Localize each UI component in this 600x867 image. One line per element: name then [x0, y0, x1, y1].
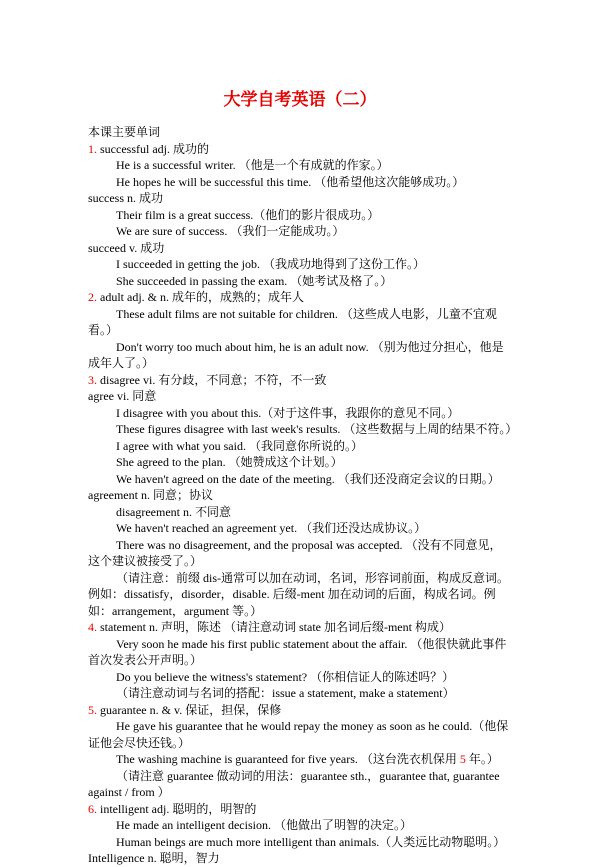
example-line: [88, 405, 512, 422]
example-line: [88, 718, 512, 751]
example-line: [88, 570, 512, 620]
line-text: Human beings are much more intelligent than animals.（人类远比动物聪明。）: [116, 834, 506, 849]
line-text: These adult films are not suitable for children. （这些成人电影，儿童不宜观看。）: [88, 306, 497, 337]
example-line: [88, 685, 512, 702]
document-title: 大学自考英语（二）: [223, 90, 377, 109]
example-line: [88, 421, 518, 438]
example-line: [88, 306, 512, 339]
example-line: [88, 504, 512, 521]
line-text: （请注意：前缀 dis-通常可以加在动词，名词，形容词前面，构成反意词。例如：dissatisfy，disorder，disable. 后缀-ment 加在动词的后面，构成名词。例如：arrangement，argument 等。）: [88, 570, 510, 618]
line-text: guarantee n. & v. 保证，担保，保修: [97, 702, 282, 717]
example-line: [88, 751, 512, 768]
example-line: [88, 669, 512, 686]
example-line: [88, 454, 512, 471]
line-text: Do you believe the witness's statement? （你相信证人的陈述吗？）: [116, 669, 455, 684]
headword-line: [88, 141, 512, 158]
headword-line: [88, 487, 512, 504]
red-highlight-text: 5.: [88, 702, 97, 717]
line-text: Intelligence n. 聪明，智力: [88, 851, 220, 865]
line-text: We haven't agreed on the date of the meeting. （我们还没商定会议的日期。）: [116, 471, 500, 486]
red-highlight-text: 6.: [88, 801, 97, 816]
headword-line: [88, 372, 512, 389]
line-text: We are sure of success. （我们一定能成功。）: [116, 224, 345, 238]
headword-line: [88, 388, 512, 405]
line-text: I disagree with you about this.（对于这件事，我跟你的意见不同。）: [116, 405, 460, 420]
line-text: Very soon he made his first public statement about the affair. （他很快就此事件首次发表公开声明。）: [88, 636, 507, 667]
line-text: （请注意 guarantee 做动词的用法：guarantee sth.，guarantee that, guarantee against / from ）: [88, 768, 500, 799]
example-line: [88, 339, 512, 372]
line-text: statement n. 声明，陈述 （请注意动词 state 加名词后缀-ment 构成）: [97, 620, 451, 634]
line-text: These figures disagree with last week's results. （这些数据与上周的结果不符。）: [116, 422, 518, 436]
example-line: [88, 834, 512, 851]
line-text: I succeeded in getting the job. （我成功地得到了这份工作。）: [116, 257, 425, 271]
line-text: Their film is a great success.（他们的影片很成功。）: [116, 207, 380, 222]
example-line: [88, 174, 512, 191]
line-text: disagreement n. 不同意: [116, 504, 231, 519]
line-text: succeed v. 成功: [88, 240, 165, 255]
headword-line: [88, 240, 512, 257]
line-text: 年。）: [465, 752, 499, 766]
line-text: agreement n. 同意；协议: [88, 488, 213, 502]
line-text: He is a successful writer. （他是一个有成就的作家。）: [116, 158, 389, 172]
line-text: successful adj. 成功的: [97, 141, 209, 156]
intro-line: 本课主要单词: [88, 125, 161, 139]
headword-line: [88, 289, 512, 306]
line-text: She agreed to the plan. （她赞成这个计划。）: [116, 455, 343, 469]
line-text: She succeeded in passing the exam. （她考试及格了。）: [116, 273, 393, 288]
line-text: disagree vi. 有分歧，不同意；不符，不一致: [97, 372, 327, 387]
line-text: He hopes he will be successful this time. （他希望他这次能够成功。）: [116, 174, 465, 189]
line-text: intelligent adj. 聪明的，明智的: [97, 801, 257, 816]
red-highlight-text: 1.: [88, 141, 97, 156]
red-highlight-text: 4.: [88, 620, 97, 634]
line-text: He gave his guarantee that he would repay the money as soon as he could.（他保证他会尽快还钱。）: [88, 719, 509, 750]
headword-line: [88, 801, 512, 818]
line-text: There was no disagreement, and the proposal was accepted. （没有不同意见，这个建议被接受了。）: [88, 537, 502, 568]
red-highlight-text: 5: [459, 752, 466, 766]
example-line: [88, 157, 512, 174]
line-text: He made an intelligent decision. （他做出了明智的决定。）: [116, 818, 412, 832]
headword-line: [88, 619, 512, 636]
paragraph-list: [88, 141, 518, 867]
line-text: adult adj. & n. 成年的，成熟的；成年人: [97, 290, 304, 304]
example-line: [88, 207, 512, 224]
red-highlight-text: 2.: [88, 290, 97, 304]
example-line: [88, 520, 512, 537]
headword-line: [88, 702, 512, 719]
line-text: I agree with what you said. （我同意你所说的。）: [116, 438, 363, 453]
example-line: [88, 636, 512, 669]
line-text: We haven't reached an agreement yet. （我们还没达成协议。）: [116, 521, 427, 535]
red-highlight-text: 3.: [88, 372, 97, 387]
line-text: success n. 成功: [88, 191, 163, 205]
example-line: [88, 273, 512, 290]
line-text: agree vi. 同意: [88, 389, 157, 403]
example-line: [88, 817, 512, 834]
example-line: [88, 223, 512, 240]
line-text: Don't worry too much about him, he is an adult now. （别为他过分担心，他是成年人了。）: [88, 339, 504, 370]
example-line: [88, 438, 512, 455]
example-line: [88, 768, 512, 801]
example-line: [88, 471, 512, 488]
line-text: The washing machine is guaranteed for five years. （这台洗衣机保用: [116, 752, 460, 766]
example-line: [88, 537, 512, 570]
example-line: [88, 256, 512, 273]
headword-line: [88, 190, 512, 207]
line-text: （请注意动词与名词的搭配：issue a statement, make a statement）: [116, 686, 455, 700]
headword-line: [88, 850, 512, 867]
